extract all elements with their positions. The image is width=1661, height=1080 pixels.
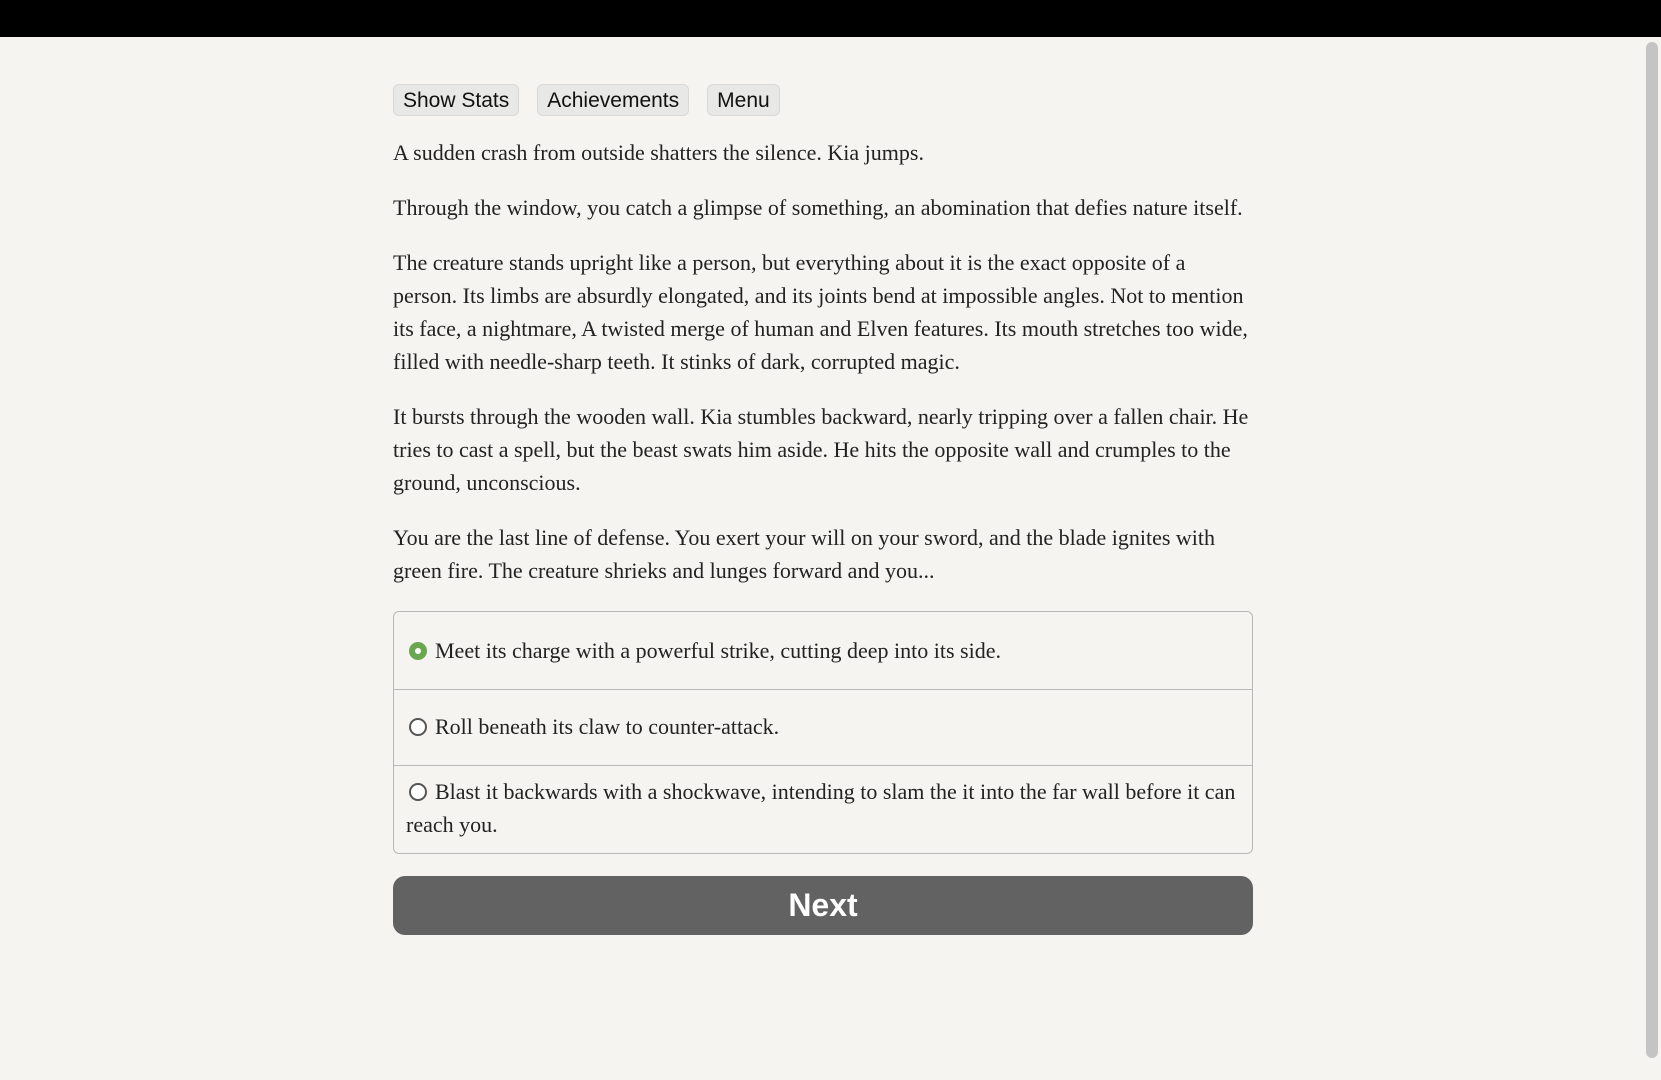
story-paragraph: The creature stands upright like a person, but everything about it is the exact opposite of a person. Its limbs are absurdly elongated, and its joints bend at impossible angles. Not to mention its face, a nightmare, A twisted merge of human and Elven features. Its mouth stretches too wide, filled with needle-sharp teeth. It stinks of dark, corrupted magic.: [393, 250, 1248, 374]
choice-label: Meet its charge with a powerful strike, cutting deep into its side.: [435, 638, 1001, 663]
window-top-bar: [0, 0, 1661, 37]
show-stats-button[interactable]: Show Stats: [393, 84, 519, 116]
menu-button[interactable]: Menu: [707, 84, 780, 116]
choice-list: [393, 611, 1253, 854]
radio-unselected-icon[interactable]: [409, 718, 427, 736]
story-paragraph: Through the window, you catch a glimpse of something, an abomination that defies nature itself.: [393, 195, 1243, 220]
achievements-button[interactable]: Achievements: [537, 84, 689, 116]
story-text: [393, 136, 1253, 587]
radio-selected-icon[interactable]: [409, 642, 427, 660]
story-paragraph: A sudden crash from outside shatters the silence. Kia jumps.: [393, 140, 924, 165]
choice-option-1[interactable]: [394, 612, 1252, 689]
radio-unselected-icon[interactable]: [409, 783, 427, 801]
toolbar: [393, 84, 1253, 116]
choice-option-2[interactable]: [394, 689, 1252, 765]
choice-label: Blast it backwards with a shockwave, intending to slam the it into the far wall before it can reach you.: [406, 779, 1236, 837]
story-paragraph: It bursts through the wooden wall. Kia stumbles backward, nearly tripping over a fallen chair. He tries to cast a spell, but the beast swats him aside. He hits the opposite wall and crumples to the ground, unconscious.: [393, 404, 1249, 495]
choice-option-3[interactable]: [394, 765, 1252, 853]
next-button[interactable]: Next: [393, 876, 1253, 935]
scrollbar-thumb[interactable]: [1646, 42, 1658, 1058]
choice-label: Roll beneath its claw to counter-attack.: [435, 714, 780, 739]
game-container: [393, 84, 1253, 935]
story-paragraph: You are the last line of defense. You exert your will on your sword, and the blade ignites with green fire. The creature shrieks and lunges forward and you...: [393, 525, 1216, 583]
